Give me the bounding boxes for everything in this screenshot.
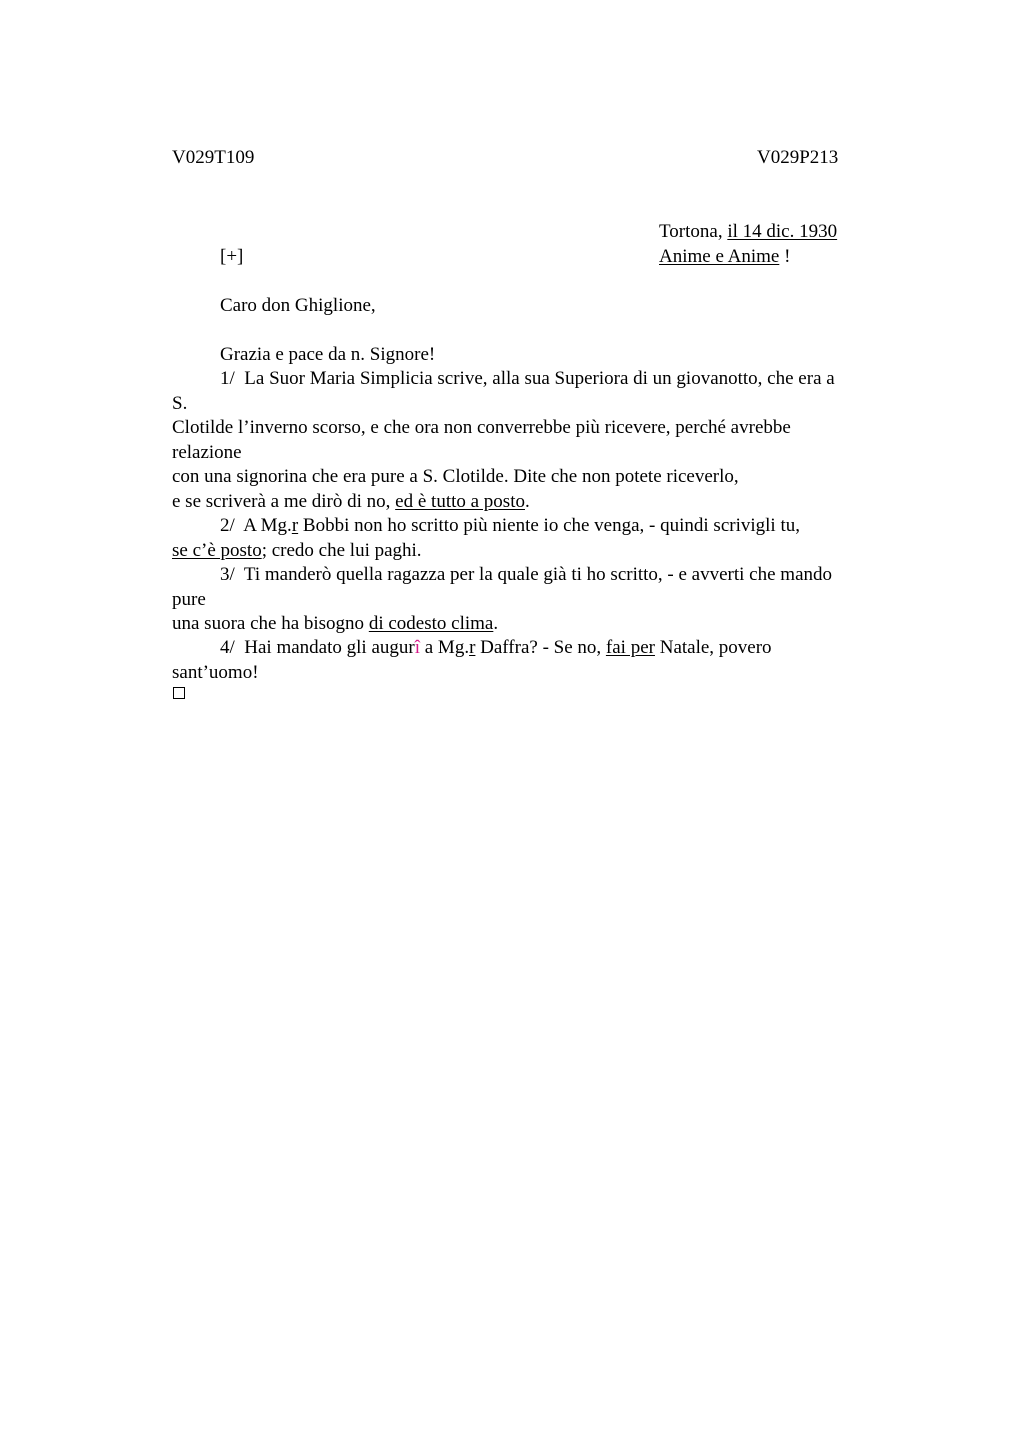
text-run: ; credo che lui paghi.: [261, 540, 422, 561]
text-run: Natale, povero: [654, 637, 772, 658]
text-run: 4/ Hai mandato gli augur: [220, 637, 415, 658]
paragraph-1-line-5: con una signorina che era pure a S. Clotilde. Dite che non potete riceverlo,: [172, 466, 739, 487]
document-code-left: V029T109: [172, 147, 255, 168]
motto-text: Anime e Anime: [659, 246, 780, 267]
underlined-text: ed è tutto a posto: [395, 491, 525, 512]
dateline-place: Tortona,: [659, 221, 728, 242]
paragraph-3-line-2: pure: [172, 589, 206, 610]
motto-tail: !: [779, 246, 791, 267]
text-run: 2/ A Mg.: [220, 515, 292, 536]
dateline: [659, 220, 837, 245]
paragraph-1-line-1: 1/ La Suor Maria Simplicia scrive, alla sua Superiora di un giovanotto, che era a: [220, 368, 835, 389]
text-run: Bobbi non ho scritto più niente io che venga, - quindi scrivigli tu,: [298, 515, 800, 536]
paragraph-3-line-3: [172, 612, 498, 637]
text-run: .: [524, 491, 530, 512]
text-run: .: [493, 613, 499, 634]
paragraph-4-line-1: [220, 636, 772, 661]
underlined-text: se c’è posto: [172, 540, 262, 561]
paragraph-4-line-2: sant’uomo!: [172, 662, 259, 683]
cross-mark: [+]: [220, 246, 244, 267]
paragraph-3-line-1: 3/ Ti manderò quella ragazza per la quale già ti ho scritto, - e avverti che mando: [220, 564, 833, 585]
text-run: una suora che ha bisogno: [172, 613, 369, 634]
greeting: Grazia e pace da n. Signore!: [220, 344, 436, 365]
end-box-symbol: [173, 687, 185, 699]
document-code-right: V029P213: [757, 147, 839, 168]
underlined-text: di codesto clima: [368, 613, 494, 634]
text-run: a Mg.: [420, 637, 470, 658]
underlined-text: fai per: [605, 637, 655, 658]
paragraph-2-line-2: [172, 539, 422, 564]
paragraph-1-line-3: Clotilde l’inverno scorso, e che ora non converrebbe più ricevere, perché avrebbe: [172, 417, 791, 438]
underlined-text: r: [469, 637, 476, 658]
paragraph-1-line-4: relazione: [172, 442, 242, 463]
paragraph-1-line-2: S.: [172, 393, 188, 414]
underlined-text: r: [291, 515, 299, 536]
dateline-date: il 14 dic. 1930: [727, 221, 838, 242]
salutation: Caro don Ghiglione,: [220, 295, 376, 316]
text-run: Daffra? - Se no,: [475, 637, 606, 658]
accented-char: î: [414, 637, 420, 658]
text-run: e se scriverà a me dirò di no,: [172, 491, 396, 512]
paragraph-2-line-1: [220, 514, 800, 539]
motto: [659, 245, 790, 270]
paragraph-1-line-6: [172, 490, 530, 515]
